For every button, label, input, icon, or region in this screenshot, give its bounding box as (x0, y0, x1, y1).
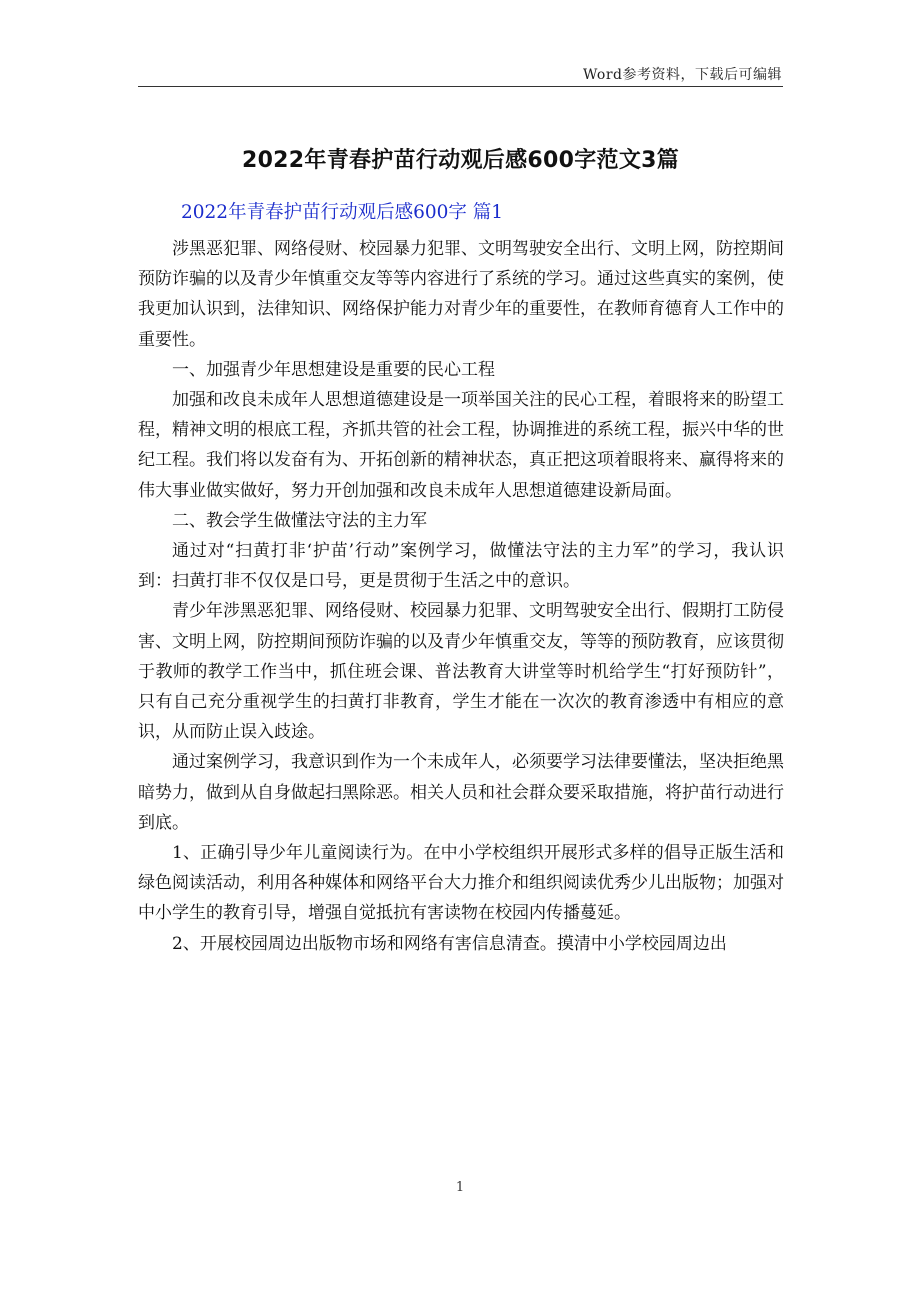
subheading: 一、加强青少年思想建设是重要的民心工程 (172, 359, 495, 380)
list-item: 1、正确引导少年儿童阅读行为。在中小学校组织开展形式多样的倡导正版生活和绿色阅读活动，利用各种媒体和网络平台大力推介和组织阅读优秀少儿出版物；加强对中小学生的教育引导，增强自觉抵抗有害读物在校园内传播蔓延。 (138, 843, 784, 924)
paragraph: 通过对“扫黄打非‘护苗’行动”案例学习，做懂法守法的主力军”的学习，我认识到：扫黄打非不仅仅是口号，更是贯彻于生活之中的意识。 (138, 541, 784, 592)
page-number: 1 (455, 1180, 465, 1195)
header-note: Word参考资料，下载后可编辑 (582, 67, 782, 83)
header-divider (138, 86, 783, 87)
document-body (138, 234, 784, 959)
paragraph: 青少年涉黑恶犯罪、网络侵财、校园暴力犯罪、文明驾驶安全出行、假期打工防侵害、文明上网，防控期间预防诈骗的以及青少年慎重交友，等等的预防教育，应该贯彻于教师的教学工作当中，抓住班会课、普法教育大讲堂等时机给学生“打好预防针”，只有自己充分重视学生的扫黄打非教育，学生才能在一次次的教育渗透中有相应的意识，从而防止误入歧途。 (138, 601, 784, 743)
section-heading: 2022年青春护苗行动观后感600字 篇1 (181, 202, 504, 223)
paragraph: 涉黑恶犯罪、网络侵财、校园暴力犯罪、文明驾驶安全出行、文明上网，防控期间预防诈骗的以及青少年慎重交友等等内容进行了系统的学习。通过这些真实的案例，使我更加认识到，法律知识、网络保护能力对青少年的重要性，在教师育德育人工作中的重要性。 (138, 239, 784, 350)
document-title: 2022年青春护苗行动观后感600字范文3篇 (241, 148, 680, 173)
subheading: 二、教会学生做懂法守法的主力军 (172, 510, 427, 531)
list-item: 2、开展校园周边出版物市场和网络有害信息清查。摸清中小学校园周边出 (172, 933, 727, 954)
paragraph: 通过案例学习，我意识到作为一个未成年人，必须要学习法律要懂法，坚决拒绝黑暗势力，做到从自身做起扫黑除恶。相关人员和社会群众要采取措施，将护苗行动进行到底。 (138, 752, 784, 833)
paragraph: 加强和改良未成年人思想道德建设是一项举国关注的民心工程，着眼将来的盼望工程，精神文明的根底工程，齐抓共管的社会工程，协调推进的系统工程，振兴中华的世纪工程。我们将以发奋有为、开拓创新的精神状态，真正把这项着眼将来、赢得将来的伟大事业做实做好，努力开创加强和改良未成年人思想道德建设新局面。 (138, 390, 784, 501)
